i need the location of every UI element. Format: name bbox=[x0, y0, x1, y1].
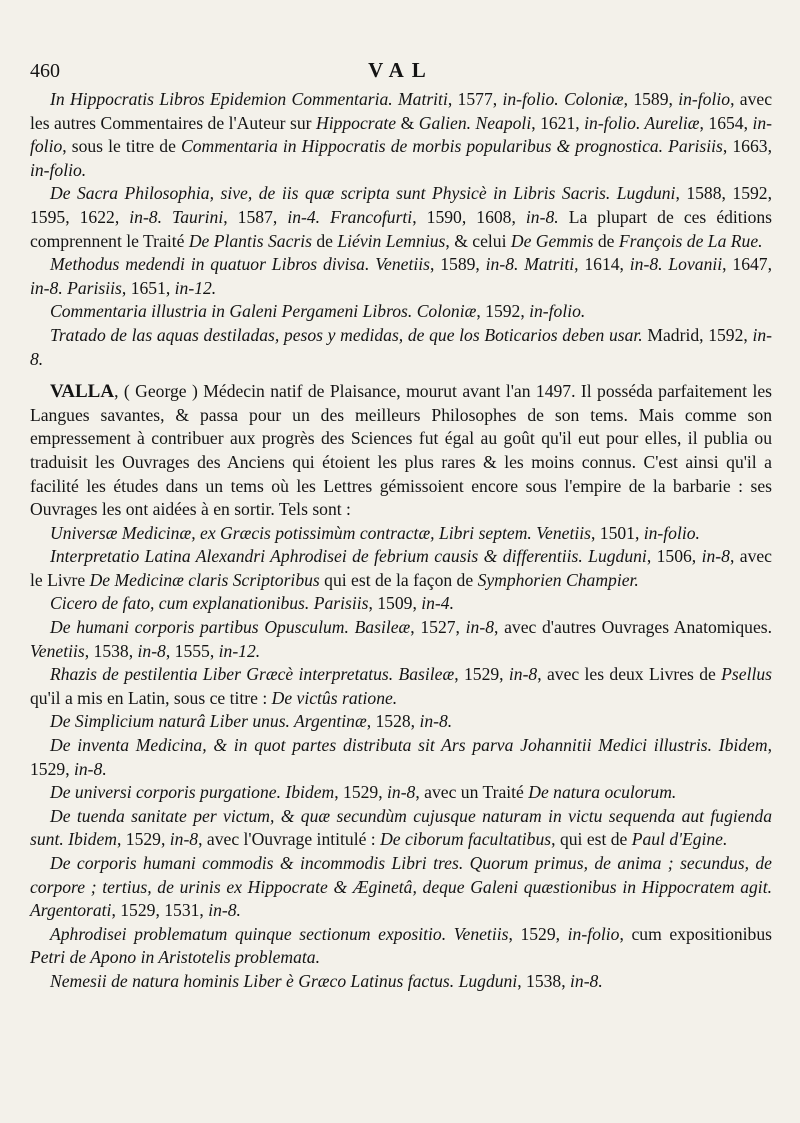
italic-text: in-8. bbox=[73, 758, 107, 779]
italic-text: in-8 bbox=[465, 617, 494, 638]
italic-text: in-folio. bbox=[643, 522, 700, 543]
roman-text: , 1587, bbox=[223, 206, 288, 227]
entry-de-inventa-medicina bbox=[30, 734, 772, 781]
roman-text: , 1651, bbox=[121, 277, 175, 298]
roman-text: , 1621, bbox=[531, 112, 585, 133]
roman-text: , 1663, bbox=[722, 136, 772, 157]
italic-text: De universi corporis purgatione. Ibidem bbox=[50, 782, 335, 803]
italic-text: Interpretatio Latina Alexandri Aphrodisei de febrium causis & differentiis. Lugduni bbox=[50, 546, 647, 567]
roman-text: , 1529, bbox=[454, 664, 509, 685]
roman-text: , ( George ) Médecin natif de Plaisance, mourut avant l'an 1497. Il posséda parfaitement les Langues savantes, & passa pour un des meilleurs Philosophes de son tems. Mais comme son empressement à contribuer aux progrès des Sciences fut égal au goût qu'il eut pour elles, il publia ou traduisit les Ouvrages des Anciens qui étoient les plus rares & les moins connus. C'est ainsi qu'il a facilité les études dans un tems où les Lettres gémissoient encore sous l'empire de la barbarie : ses Ouvrages les ont aidées à en sortir. Tels sont : bbox=[30, 381, 772, 520]
italic-text: Petri de Apono in Aristotelis problemata. bbox=[30, 947, 320, 968]
page-number: 460 bbox=[30, 60, 60, 82]
roman-text: , 1529, 1531, bbox=[111, 900, 209, 921]
roman-text: qu'il a mis en Latin, sous ce titre : bbox=[30, 687, 272, 708]
roman-text: , 1529, bbox=[508, 923, 568, 944]
roman-text: , 1538, bbox=[517, 970, 571, 991]
italic-text: in-8. bbox=[419, 711, 453, 732]
roman-text: , 1527, bbox=[410, 617, 466, 638]
roman-text: , avec d'autres Ouvrages Anatomiques. bbox=[494, 617, 773, 638]
roman-text: , 1501, bbox=[590, 522, 644, 543]
entry-commentaria-epidemion bbox=[30, 88, 772, 182]
italic-text: in-8. Matriti bbox=[485, 254, 575, 275]
entry-de-tuenda-sanitate bbox=[30, 805, 772, 852]
italic-text: in-4. Francofurti bbox=[287, 206, 413, 227]
roman-text: de bbox=[593, 230, 619, 251]
roman-text: , 1509, bbox=[368, 593, 422, 614]
italic-text: in-8 bbox=[169, 829, 199, 850]
italic-text: Aphrodisei problematum quinque sectionum expositio. Venetiis bbox=[50, 923, 509, 944]
italic-text: De humani corporis partibus Opusculum. Basileæ bbox=[50, 617, 411, 638]
italic-text: In Hippocratis Libros Epidemion Commentaria. Matriti bbox=[50, 89, 448, 109]
entry-alexandri-aphrodisei bbox=[30, 545, 772, 592]
entry-cicero-de-fato bbox=[30, 592, 772, 616]
roman-text: qui est de la façon de bbox=[319, 569, 478, 590]
roman-text: La plupart de ces éditions comprennent le Traité bbox=[30, 206, 773, 251]
italic-text: Liévin Lemnius bbox=[337, 230, 446, 251]
italic-text: De ciborum facultatibus bbox=[380, 829, 552, 850]
roman-text: , 1588, 1592, 1595, 1622, bbox=[30, 183, 772, 227]
entry-de-simplicium bbox=[30, 710, 772, 734]
entry-aphrodisei-problematum bbox=[30, 923, 772, 970]
roman-text: , 1589, bbox=[429, 254, 486, 275]
italic-text: in-folio bbox=[567, 923, 620, 944]
italic-text: Nemesii de natura hominis Liber è Græco Latinus factus. Lugduni bbox=[50, 970, 518, 991]
italic-text: Methodus medendi in quatuor Libros divisa. Venetiis bbox=[50, 254, 430, 275]
roman-text: , & celui bbox=[445, 230, 511, 251]
roman-text: , 1529, bbox=[334, 782, 388, 803]
italic-text: in-folio. Coloniæ bbox=[502, 89, 624, 109]
italic-text: De corporis humani commodis & incommodis Libri tres. Quorum primus, de anima ; secundus, de corpore ; tertius, de urinis ex Hippocrate & Æginetâ, deque Galeni quæstionibus in Hippocratem agit. Argentorati bbox=[30, 853, 772, 921]
italic-text: in-folio. bbox=[30, 159, 87, 180]
italic-text: in-8. Parisiis bbox=[30, 277, 122, 298]
entry-rhazis-pestilentia bbox=[30, 663, 772, 710]
italic-text: Commentaria illustria in Galeni Pergameni Libros. Coloniæ bbox=[50, 301, 477, 322]
roman-text: , 1529, bbox=[30, 735, 772, 779]
roman-text: , 1647, bbox=[722, 254, 772, 275]
roman-text: Madrid, 1592, bbox=[642, 324, 753, 345]
italic-text: Galien. Neapoli bbox=[418, 112, 532, 133]
italic-text: De Simplicium naturâ Liber unus. Argentinæ bbox=[50, 711, 367, 732]
italic-text: in-8 bbox=[508, 664, 538, 685]
roman-text: , avec les deux Livres de bbox=[537, 664, 722, 685]
italic-text: in-folio bbox=[30, 112, 773, 157]
italic-text: in-12. bbox=[218, 640, 261, 661]
italic-text: in-8. Lovanii bbox=[629, 254, 723, 275]
italic-text: in-folio. bbox=[529, 301, 586, 322]
roman-text: , 1592, bbox=[476, 301, 530, 322]
italic-text: Universæ Medicinæ, ex Græcis potissimùm contractæ, Libri septem. Venetiis bbox=[50, 522, 591, 543]
roman-text: , 1529, bbox=[116, 829, 170, 850]
italic-text: Venetiis bbox=[30, 640, 85, 661]
roman-text: , 1654, bbox=[699, 112, 753, 133]
italic-text: Psellus bbox=[721, 664, 772, 685]
italic-text: Rhazis de pestilentia Liber Græcè interpretatus. Basileæ bbox=[50, 664, 455, 685]
italic-text: De Plantis Sacris bbox=[188, 230, 312, 251]
italic-text: De Gemmis bbox=[510, 230, 594, 251]
italic-text: in-8 bbox=[701, 546, 730, 567]
italic-text: De Medicinæ claris Scriptoribus bbox=[89, 569, 320, 590]
roman-text: , 1555, bbox=[165, 640, 219, 661]
italic-text: Symphorien Champier. bbox=[477, 569, 639, 590]
roman-text: , 1589, bbox=[623, 89, 679, 109]
italic-text: Cicero de fato, cum explanationibus. Parisiis bbox=[50, 593, 369, 614]
italic-text: De victûs ratione. bbox=[271, 687, 398, 708]
entry-de-corporis-humani-commodis bbox=[30, 852, 772, 923]
roman-text: , 1577, bbox=[447, 89, 503, 109]
italic-text: Paul d'Egine. bbox=[631, 829, 728, 850]
entry-tratado-aquas bbox=[30, 324, 772, 371]
roman-text: , avec un Traité bbox=[415, 782, 529, 803]
roman-text: , avec les autres Commentaires de l'Auteur sur bbox=[30, 89, 772, 133]
italic-text: in-8 bbox=[387, 782, 416, 803]
roman-text: , avec l'Ouvrage intitulé : bbox=[198, 829, 381, 850]
roman-text: , 1538, bbox=[84, 640, 138, 661]
entry-list bbox=[30, 88, 772, 994]
entry-de-universi-corporis bbox=[30, 781, 772, 805]
italic-text: De tuenda sanitate per victum, & quæ secundùm cujusque naturam in victu sequenda aut fugienda sunt. Ibidem bbox=[30, 805, 772, 850]
italic-text: De natura oculorum. bbox=[528, 782, 677, 803]
entry-commentaria-galeni bbox=[30, 300, 772, 324]
entry-methodus-medendi bbox=[30, 253, 772, 300]
italic-text: De Sacra Philosophia, sive, de iis quæ scripta sunt Physicè in Libris Sacris. Lugduni bbox=[50, 183, 676, 204]
running-title: VAL bbox=[368, 58, 434, 82]
italic-text: in-12. bbox=[174, 277, 217, 298]
entry-de-humani-corporis bbox=[30, 616, 772, 663]
roman-text: , 1614, bbox=[574, 254, 630, 275]
italic-text: in-4. bbox=[421, 593, 454, 614]
entry-valla-bio bbox=[30, 380, 772, 522]
italic-text: in-folio. Aureliæ bbox=[584, 112, 700, 133]
roman-text: de bbox=[311, 230, 338, 251]
italic-text: De inventa Medicina, & in quot partes distributa sit Ars parva Johannitii Medici illustris. Ibidem bbox=[50, 735, 768, 756]
italic-text: in-8 bbox=[137, 640, 166, 661]
roman-text: , avec le Livre bbox=[30, 546, 772, 590]
running-head bbox=[30, 56, 772, 88]
italic-text: Commentaria in Hippocratis de morbis popularibus & prognostica. Parisiis bbox=[180, 136, 723, 157]
italic-text: in-8. bbox=[30, 324, 772, 369]
italic-text: Hippocrate bbox=[315, 112, 397, 133]
italic-text: in-folio bbox=[678, 89, 731, 109]
roman-text: , qui est de bbox=[551, 829, 632, 850]
italic-text: in-8. bbox=[208, 900, 241, 921]
roman-text: , cum expositionibus bbox=[619, 923, 772, 944]
entry-sacra-philosophia bbox=[30, 182, 772, 253]
roman-text: , sous le titre de bbox=[62, 136, 181, 157]
italic-text: Tratado de las aquas destiladas, pesos y medidas, de que los Boticarios deben usar. bbox=[50, 324, 643, 345]
entry-nemesii-de-natura bbox=[30, 970, 772, 994]
italic-text: François de La Rue. bbox=[618, 230, 763, 251]
italic-text: in-8. Taurini bbox=[129, 206, 224, 227]
italic-text: in-8. bbox=[525, 206, 559, 227]
author-name: VALLA bbox=[50, 381, 115, 403]
italic-text: in-8. bbox=[570, 970, 603, 991]
roman-text: & bbox=[396, 112, 419, 133]
roman-text: , 1590, 1608, bbox=[412, 206, 526, 227]
entry-universae-medicinae bbox=[30, 522, 772, 546]
roman-text: , 1528, bbox=[366, 711, 420, 732]
roman-text: , 1506, bbox=[646, 546, 702, 567]
